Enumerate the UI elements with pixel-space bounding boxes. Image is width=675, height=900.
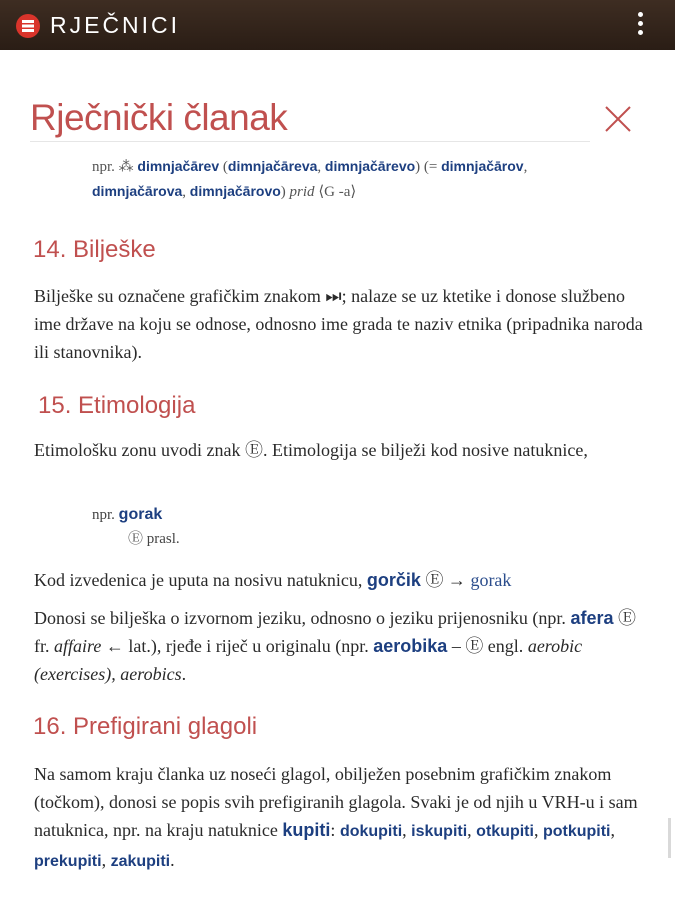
etymology-note: Ⓔ prasl. bbox=[128, 531, 180, 547]
example-block: npr. ⁂ dimnjačārev (dimnjačāreva, dimnjačārevo) (= dimnjačārov, dimnjačārova, dimnjačārovo) prid ⟨G -a⟩ bbox=[92, 158, 528, 200]
section-title-15: 15. Etimologija bbox=[38, 392, 196, 419]
app-bar bbox=[0, 0, 675, 50]
section-text-16: Na samom kraju članka uz noseći glagol, obilježen posebnim grafičkim znakom (točkom), donosi se popis svih prefigiranih glagola. Svaki je od njih u VRH-u i sam natuknica, npr. na kraju natuknice kupiti: dokupiti, iskupiti, otkupiti, potkupiti, prekupiti, zakupiti. bbox=[34, 764, 638, 870]
term-link[interactable]: dimnjačārovo bbox=[189, 183, 281, 199]
term-link[interactable]: gorčik bbox=[366, 570, 421, 590]
marker-icon: ⁂ bbox=[118, 159, 134, 175]
section-title-16: 16. Prefigirani glagoli bbox=[33, 713, 258, 740]
term-link[interactable]: dimnjačāreva bbox=[227, 158, 318, 174]
term-link[interactable]: prekupiti bbox=[34, 853, 102, 870]
app-title: RJEČNICI bbox=[50, 12, 181, 38]
term-link[interactable]: dimnjačārev bbox=[137, 158, 220, 174]
term-link[interactable]: otkupiti bbox=[476, 823, 534, 840]
scrollbar[interactable] bbox=[668, 818, 671, 858]
section-text-15b: Donosi se bilješka o izvornom jeziku, odnosno o jeziku prijenosniku (npr. afera Ⓔ fr. affaire ← lat.), rjeđe i riječ u originalu (npr. aerobika – Ⓔ engl. aerobic (exercises), aerobics. bbox=[34, 608, 636, 684]
etymology-example: npr. gorak bbox=[92, 506, 163, 523]
overflow-menu-icon[interactable] bbox=[632, 12, 648, 40]
term-link[interactable]: aerobika bbox=[373, 636, 448, 656]
term-link[interactable]: dimnjačārevo bbox=[324, 158, 416, 174]
term-link[interactable]: afera bbox=[570, 608, 614, 628]
term-link[interactable]: iskupiti bbox=[411, 823, 468, 840]
section-text-15: Etimološku zonu uvodi znak Ⓔ. Etimologija se bilježi kod nosive natuknice, bbox=[34, 440, 588, 460]
term-link[interactable]: gorak bbox=[118, 506, 163, 523]
term-link[interactable]: kupiti bbox=[282, 820, 331, 840]
term-link[interactable]: dimnjačārova bbox=[92, 183, 183, 199]
term-link[interactable]: zakupiti bbox=[110, 853, 171, 870]
derivation-line: Kod izvedenica je uputa na nosivu natuknicu, gorčik Ⓔ → gorak bbox=[34, 570, 512, 590]
page-title: Rječnički članak bbox=[30, 97, 288, 138]
close-icon[interactable] bbox=[603, 104, 633, 134]
reference-link[interactable]: gorak bbox=[470, 570, 512, 590]
section-text-14: Bilješke su označene grafičkim znakom ⏭; nalaze se uz ktetike i donose službeno ime države na koju se odnose, odnosno ime grada te naziv etnika (pripadnika naroda ili stanovnika). bbox=[34, 286, 643, 362]
app-logo-icon bbox=[16, 14, 40, 38]
term-link[interactable]: dokupiti bbox=[339, 823, 403, 840]
heading-divider bbox=[30, 141, 590, 142]
section-title-14: 14. Bilješke bbox=[33, 236, 156, 263]
term-link[interactable]: dimnjačārov bbox=[441, 158, 524, 174]
term-link[interactable]: potkupiti bbox=[542, 823, 611, 840]
